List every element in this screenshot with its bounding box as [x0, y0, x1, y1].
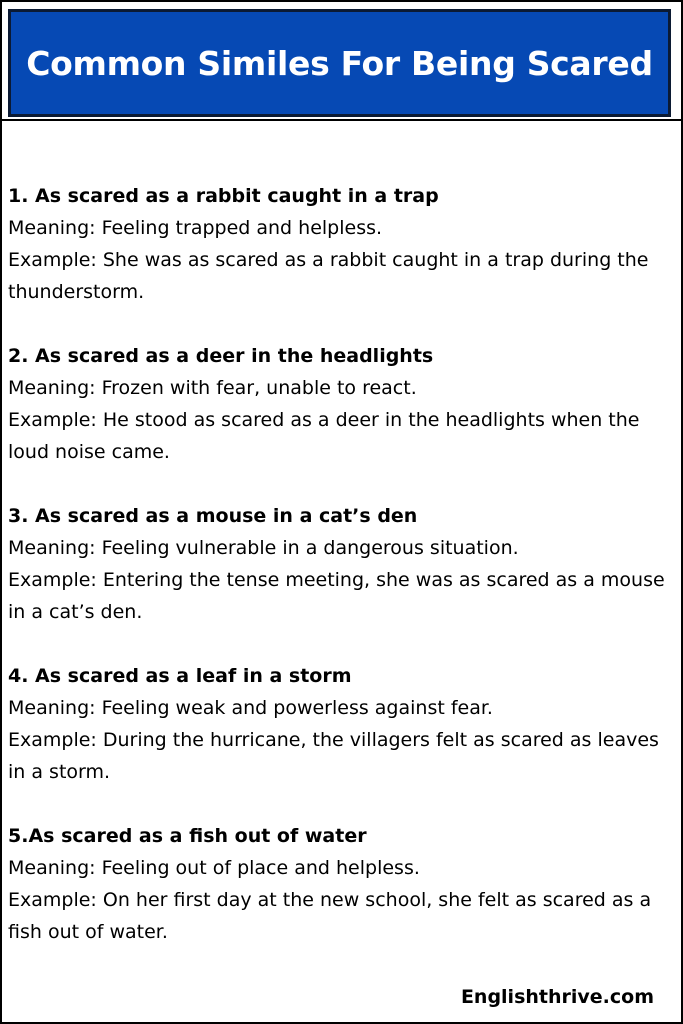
simile-example: Example: On her first day at the new school, she felt as scared as a fish out of water. — [8, 889, 652, 943]
simile-example: Example: During the hurricane, the villagers felt as scared as leaves in a storm. — [8, 729, 659, 783]
page-title: Common Similes For Being Scared — [26, 43, 653, 83]
simile-meaning: Meaning: Frozen with fear, unable to react. — [8, 377, 417, 399]
simile-heading: 1. As scared as a rabbit caught in a trap — [8, 185, 439, 207]
simile-heading: 3. As scared as a mouse in a cat’s den — [8, 505, 418, 527]
simile-example: Example: He stood as scared as a deer in the headlights when the loud noise came. — [8, 409, 640, 463]
simile-entry — [8, 820, 674, 948]
simile-meaning: Meaning: Feeling vulnerable in a dangerous situation. — [8, 537, 519, 559]
simile-entry — [8, 340, 674, 468]
simile-example: Example: Entering the tense meeting, she was as scared as a mouse in a cat’s den. — [8, 569, 665, 623]
simile-meaning: Meaning: Feeling trapped and helpless. — [8, 217, 383, 239]
simile-meaning: Meaning: Feeling weak and powerless against fear. — [8, 697, 493, 719]
simile-entry — [8, 660, 674, 788]
simile-meaning: Meaning: Feeling out of place and helpless. — [8, 857, 420, 879]
simile-entry — [8, 500, 674, 628]
site-brand: Englishthrive.com — [460, 986, 654, 1008]
title-banner — [8, 9, 671, 117]
simile-list — [8, 180, 674, 948]
simile-heading: 4. As scared as a leaf in a storm — [8, 665, 352, 687]
simile-heading: 5.As scared as a fish out of water — [8, 825, 367, 847]
header-divider — [2, 119, 681, 121]
simile-example: Example: She was as scared as a rabbit caught in a trap during the thunderstorm. — [8, 249, 649, 303]
simile-entry — [8, 180, 674, 308]
simile-heading: 2. As scared as a deer in the headlights — [8, 345, 434, 367]
